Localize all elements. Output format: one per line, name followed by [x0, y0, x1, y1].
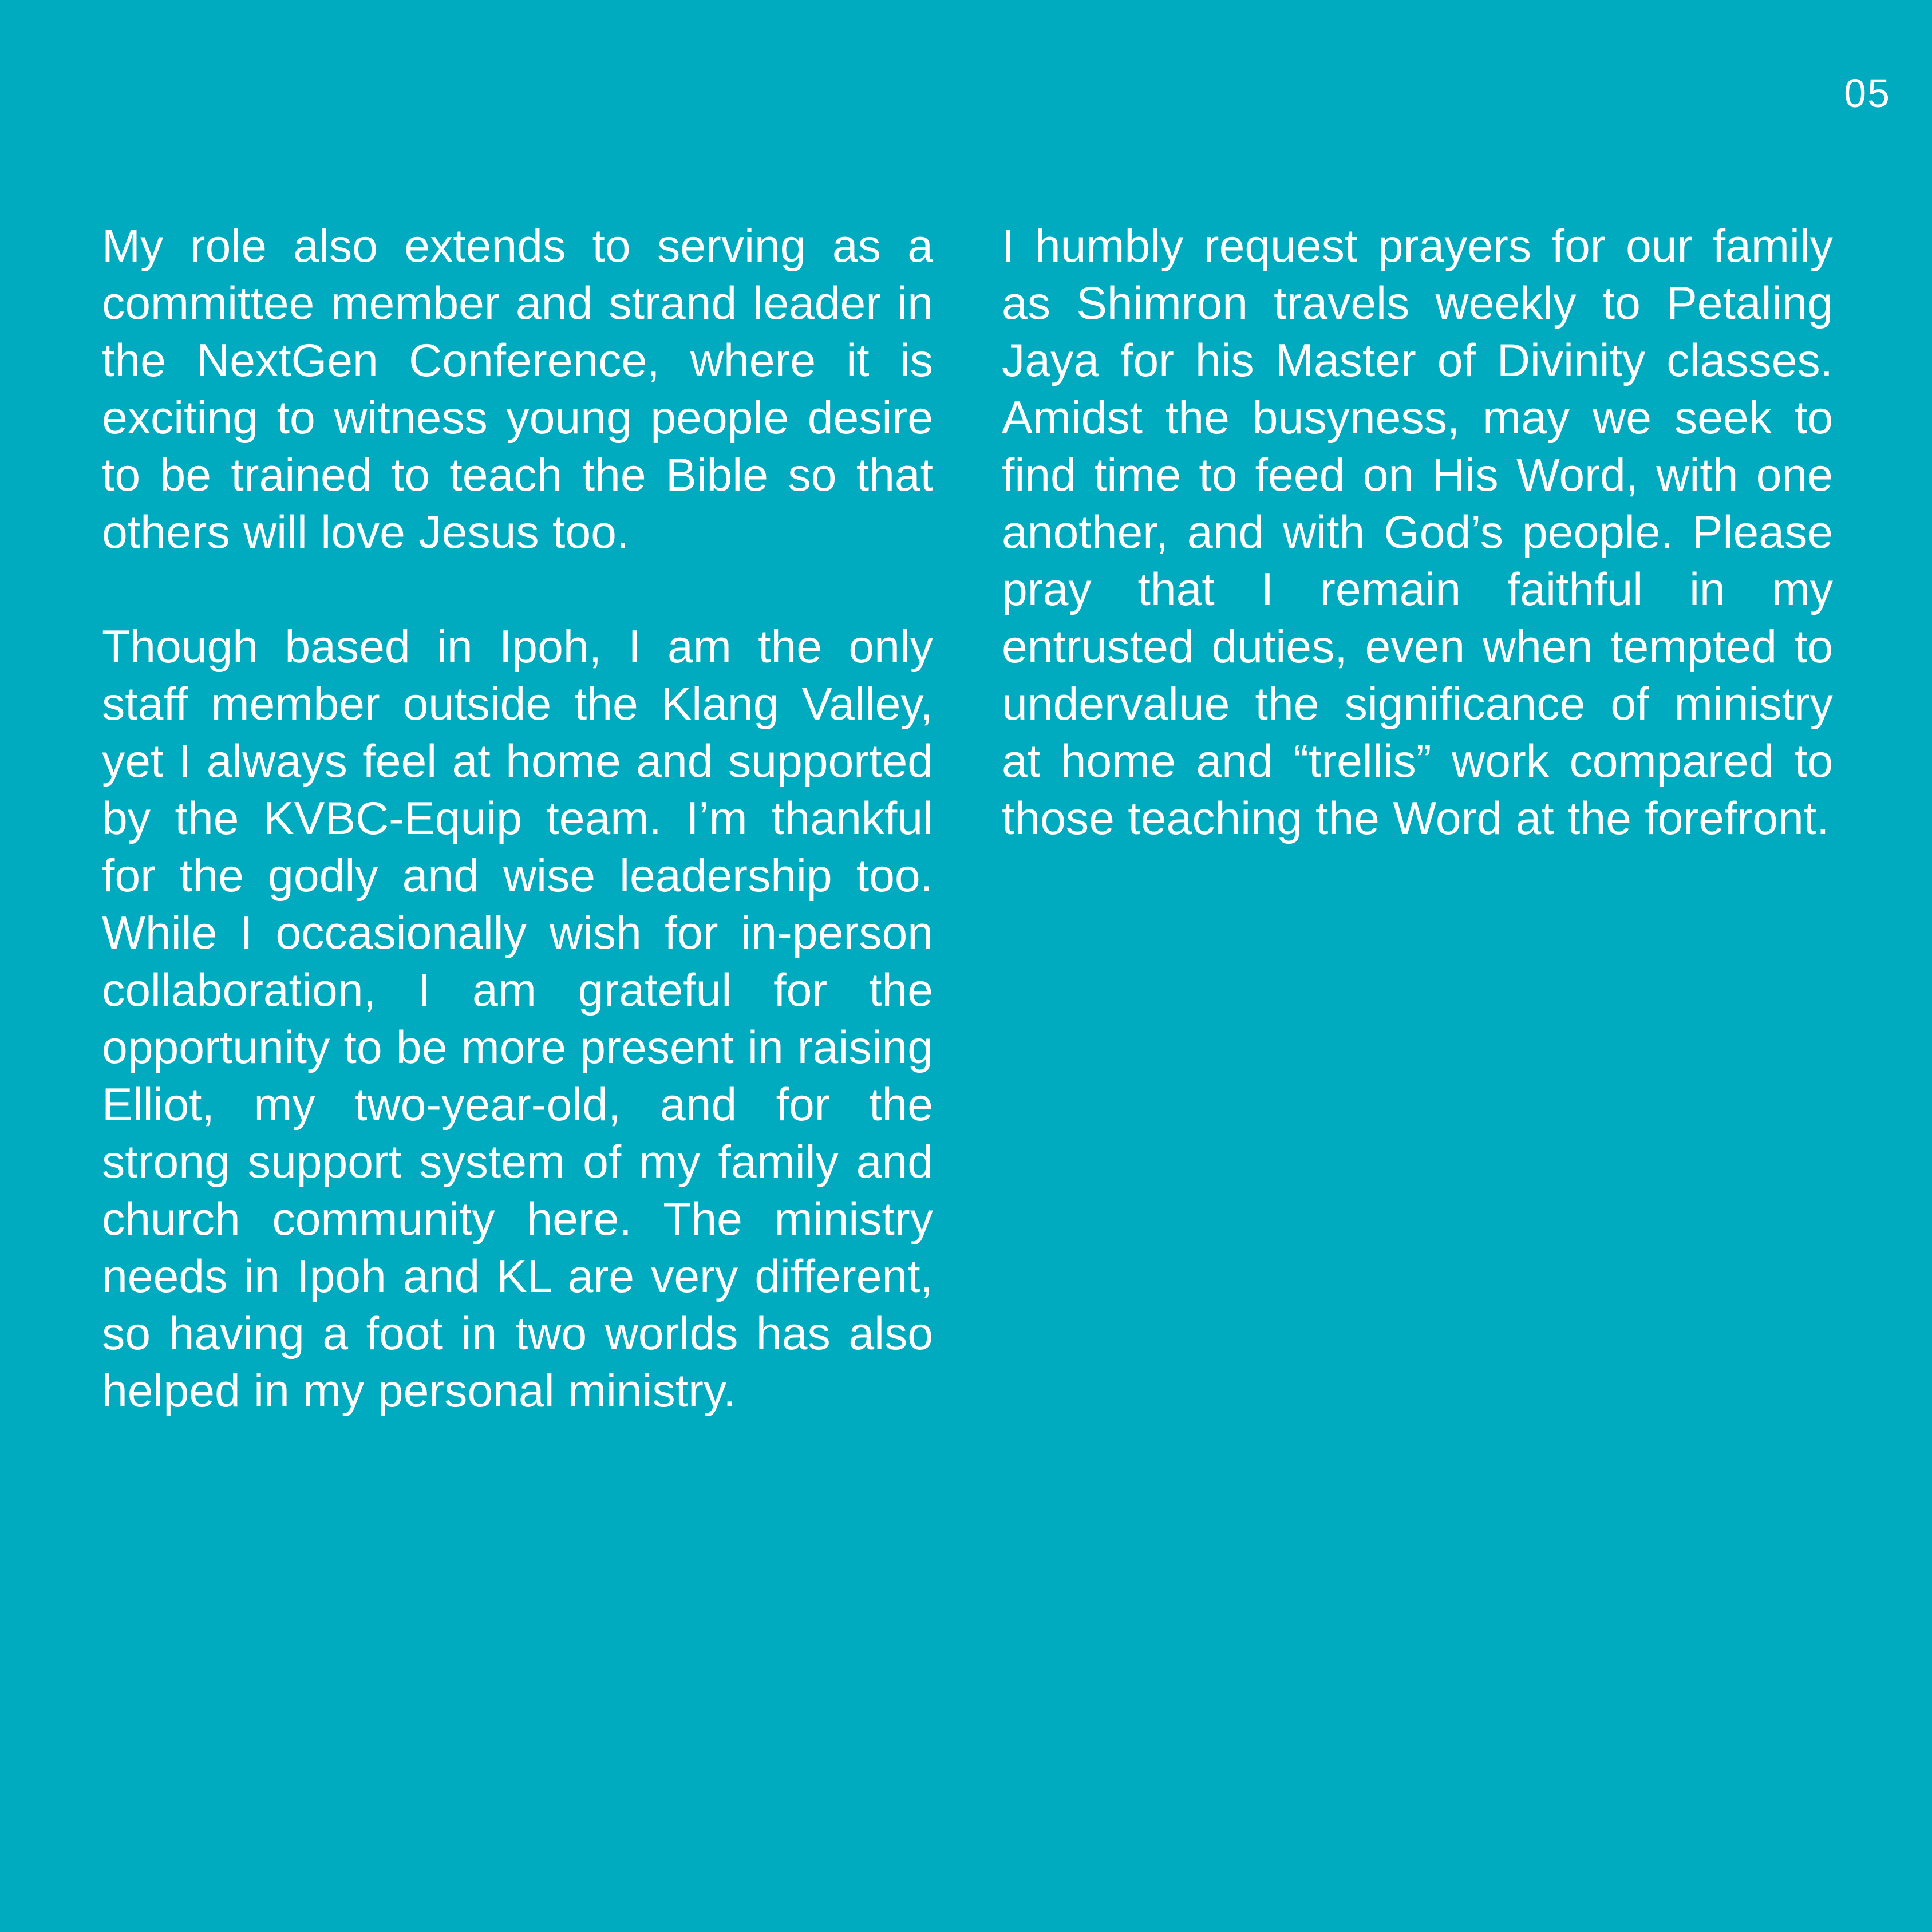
paragraph-ipoh-base: Though based in Ipoh, I am the only staff member outside the Klang Valley, yet I always feel at home and supported by the KVBC-Equip team. I’m thankful for the godly and wise leadership too. While I occasionally wish for in-person collaboration, I am grateful for the opportunity to be more present in raising Elliot, my two-year-old, and for the strong support system of my family and church community here. The ministry needs in Ipoh and KL are very different, so having a foot in two worlds has also helped in my personal ministry.	[102, 621, 933, 1417]
paragraph-prayer-request: I humbly request prayers for our family as Shimron travels weekly to Petaling Jaya for his Master of Divinity classes. Amidst the busyness, may we seek to find time to feed on His Word, with one another, and with God’s people. Please pray that I remain faithful in my entrusted duties, even when tempted to undervalue the significance of ministry at home and “trellis” work compared to those teaching the Word at the forefront.	[1002, 220, 1833, 844]
right-text-column	[1002, 218, 1833, 847]
left-text-column	[102, 218, 933, 1420]
page-number: 05	[1844, 71, 1891, 116]
paragraph-nextgen-role: My role also extends to serving as a committee member and strand leader in the NextGen Conference, where it is exciting to witness young people desire to be trained to teach the Bible so that others will love Jesus too.	[102, 220, 933, 558]
